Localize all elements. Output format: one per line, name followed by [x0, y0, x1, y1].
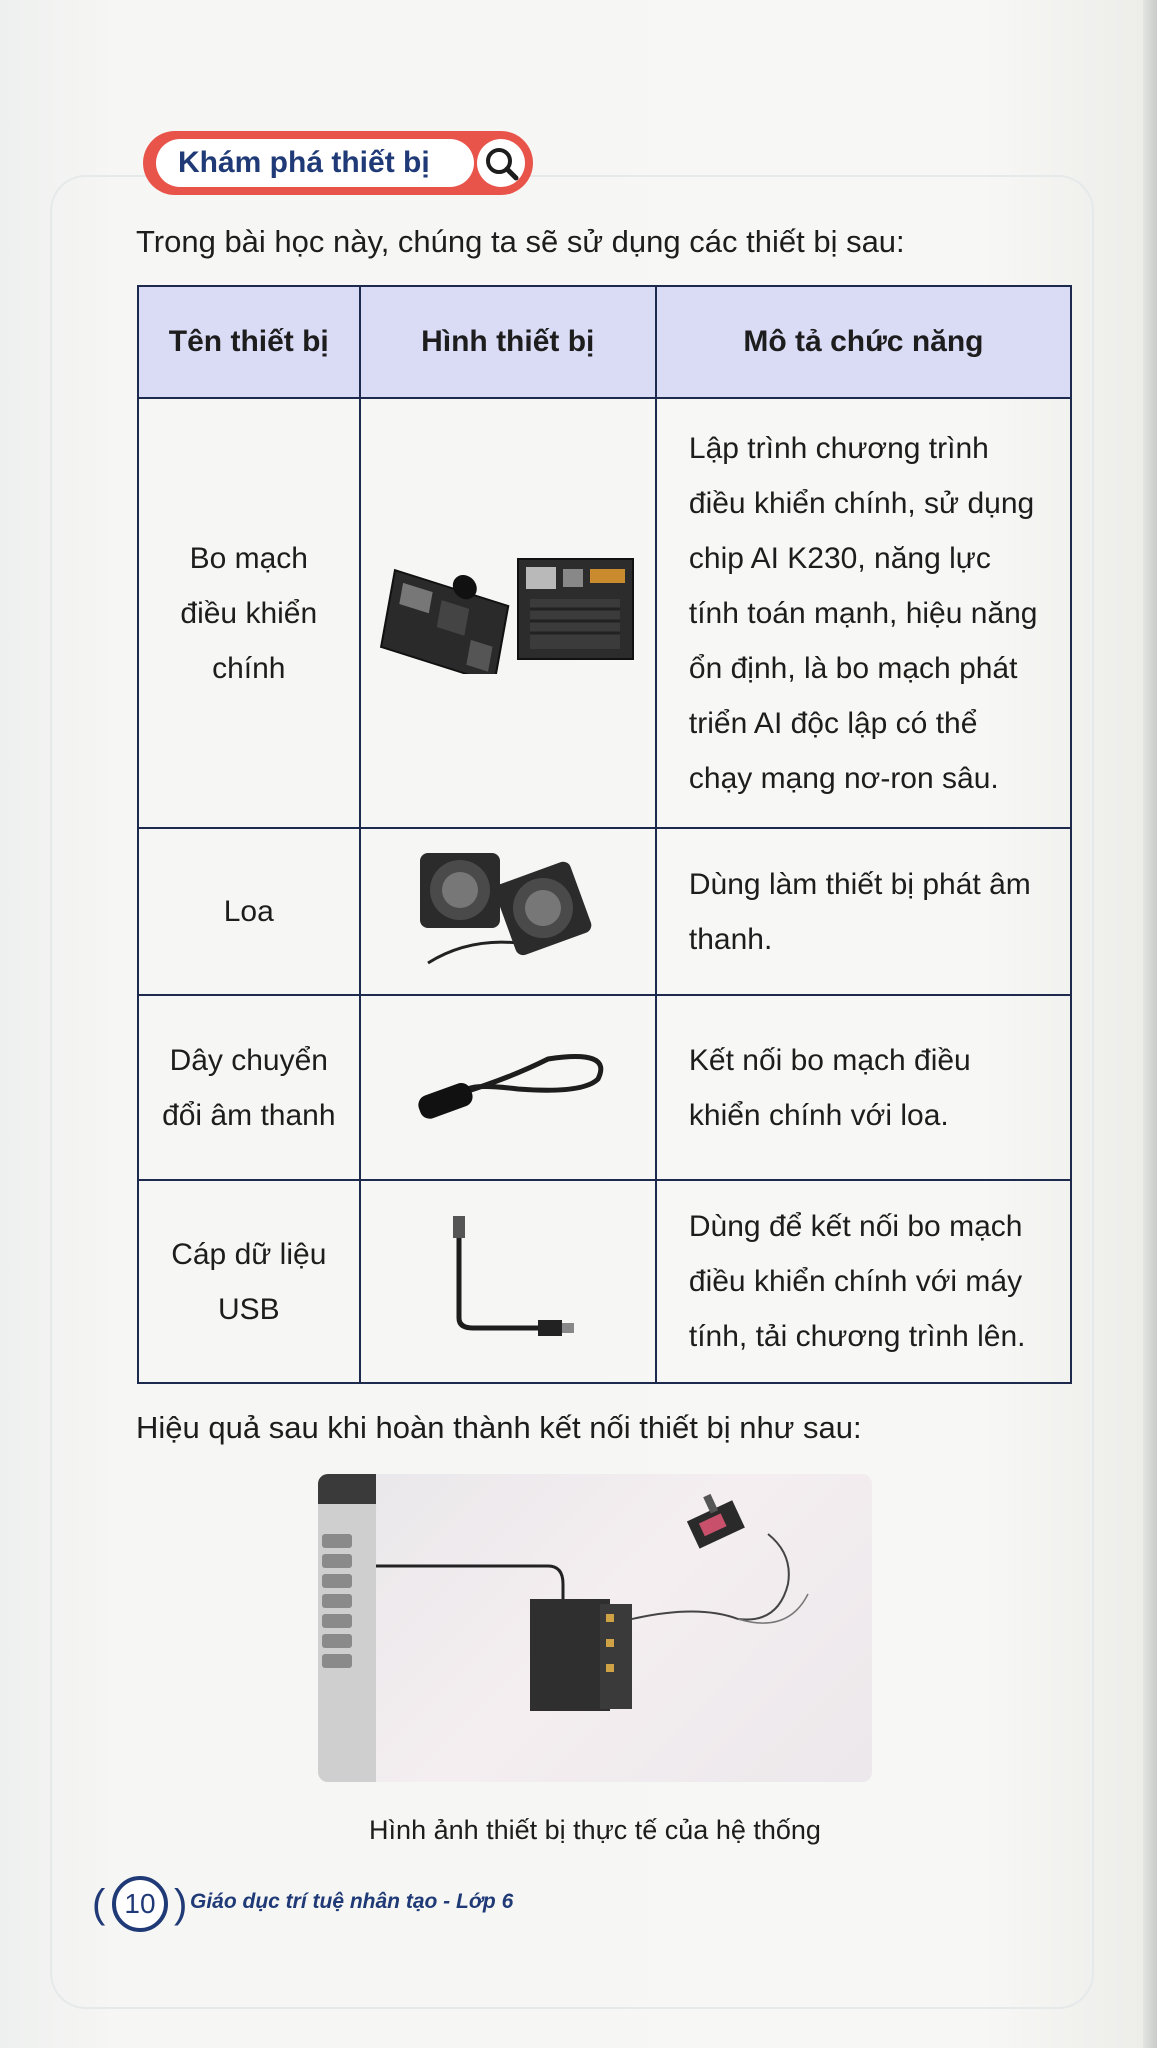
figure-caption: Hình ảnh thiết bị thực tế của hệ thống: [369, 1815, 821, 1845]
table-row: [138, 398, 1071, 828]
table-row: [138, 828, 1071, 995]
page-number: 10: [112, 1876, 168, 1932]
speaker-image: [360, 828, 656, 995]
header-device-image: Hình thiết bị: [360, 286, 656, 398]
device-name: Loa: [223, 895, 274, 928]
usb-cable-image: [360, 1180, 656, 1383]
table-row: [138, 1180, 1071, 1383]
book-title: Giáo dục trí tuệ nhân tạo - Lớp 6: [190, 1890, 514, 1913]
control-board-image: [360, 398, 656, 828]
footer-bracket-right: ): [174, 1882, 188, 1926]
devices-table: [137, 285, 1072, 1384]
device-name: Cáp dữ liệu USB: [171, 1237, 327, 1326]
header-device-name: Tên thiết bị: [138, 286, 360, 398]
device-description: Lập trình chương trình điều khiển chính, sử dụng chip AI K230, năng lực tính toán mạnh, hiệu năng ổn định, là bo mạch phát triển AI độc lập có thể chạy mạng nơ-ron sâu.: [656, 398, 1071, 828]
footer-bracket-left: (: [92, 1882, 106, 1926]
page-footer: [92, 1872, 592, 1942]
device-name: Bo mạch điều khiển chính: [180, 541, 318, 685]
device-description: Dùng để kết nối bo mạch điều khiển chính với máy tính, tải chương trình lên.: [656, 1180, 1071, 1383]
table-row: [138, 995, 1071, 1180]
magnifier-icon: [477, 139, 525, 187]
result-text: Hiệu quả sau khi hoàn thành kết nối thiết bị như sau:: [136, 1410, 862, 1445]
page-edge: [1143, 0, 1157, 2048]
audio-cable-image: [360, 995, 656, 1180]
system-photo: [318, 1474, 872, 1782]
header-description: Mô tả chức năng: [656, 286, 1071, 398]
device-name: Dây chuyển đổi âm thanh: [162, 1043, 336, 1132]
device-description: Kết nối bo mạch điều khiển chính với loa.: [656, 995, 1071, 1180]
device-description: Dùng làm thiết bị phát âm thanh.: [656, 828, 1071, 995]
section-title: Khám phá thiết bị: [156, 139, 474, 187]
intro-text: Trong bài học này, chúng ta sẽ sử dụng các thiết bị sau:: [136, 224, 905, 259]
